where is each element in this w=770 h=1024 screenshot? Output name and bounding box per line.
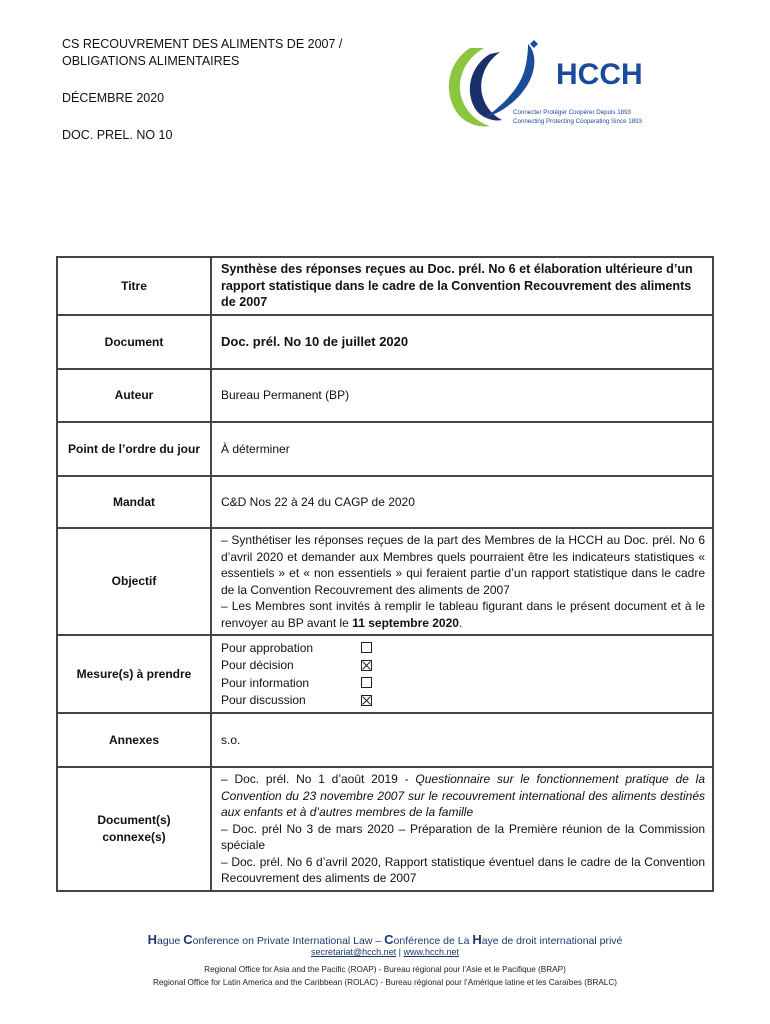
mesure-information <box>221 674 705 692</box>
label-mandat: Mandat <box>57 476 211 528</box>
footer-rolac: Regional Office for Latin America and the Caribbean (ROLAC) - Bureau régional pour l’Amérique latine et les Caraïbes (BRALC) <box>152 978 618 987</box>
row-objectif <box>57 528 713 635</box>
header-date: DÉCEMBRE 2020 <box>62 91 165 105</box>
row-mandat <box>57 476 713 528</box>
row-auteur <box>57 369 713 422</box>
mesure-discussion <box>221 692 705 710</box>
header-line2: OBLIGATIONS ALIMENTAIRES <box>62 54 240 68</box>
label-objectif: Objectif <box>57 528 211 635</box>
checkbox-approbation[interactable] <box>361 642 372 653</box>
connexe-item2: – Doc. prél No 3 de mars 2020 – Préparation de la Première réunion de la Commission spéciale <box>221 821 705 852</box>
objectif-deadline: 11 septembre 2020 <box>352 615 459 630</box>
label-annexes: Annexes <box>57 713 211 767</box>
value-mandat: C&D Nos 22 à 24 du CAGP de 2020 <box>211 476 713 528</box>
mesure-information-label: Pour information <box>221 675 310 690</box>
footer-text-2: onference on Private International Law – <box>192 935 385 947</box>
footer-roap: Regional Office for Asia and the Pacific (ROAP) - Bureau régional pour l’Asie et le Pacifique (BRAP) <box>204 965 566 974</box>
row-document <box>57 315 713 369</box>
footer-contact <box>0 947 770 957</box>
header-ref: DOC. PREL. NO 10 <box>62 128 173 142</box>
footer-cap-c2: C <box>384 932 394 947</box>
footer-text-4: aye de droit international privé <box>481 935 623 947</box>
footer-separator: | <box>396 947 404 957</box>
connexe-item1-ref: – Doc. prél. No 1 d’août 2019 - <box>221 772 416 786</box>
mesure-approbation <box>221 639 705 657</box>
header-line1: CS RECOUVREMENT DES ALIMENTS DE 2007 / <box>62 37 343 51</box>
label-connexes: Document(s) connexe(s) <box>57 767 211 891</box>
logo-brand: HCCH <box>556 58 643 91</box>
document-info-table <box>56 256 714 892</box>
footer-org-name <box>0 932 770 947</box>
value-titre: Synthèse des réponses reçues au Doc. prél. No 6 et élaboration ultérieure d’un rapport statistique dans le cadre de la Convention Recouvrement des aliments de 2007 <box>211 257 713 315</box>
label-titre: Titre <box>57 257 211 315</box>
value-connexes <box>211 767 713 891</box>
footer-text-3: onférence de La <box>393 935 473 947</box>
checkbox-discussion[interactable] <box>361 695 372 706</box>
footer-cap-h2: H <box>472 932 482 947</box>
row-annexes <box>57 713 713 767</box>
footer-website-link[interactable]: www.hcch.net <box>403 947 460 957</box>
checkbox-information[interactable] <box>361 677 372 688</box>
connexe-item1-title: Questionnaire sur le fonctionnement pratique de la Convention du 23 novembre 2007 sur le recouvrement international des aliments destinés aux enfants et à d’autres membres de la famille <box>221 772 705 819</box>
value-point: À déterminer <box>211 422 713 476</box>
mesure-discussion-label: Pour discussion <box>221 693 306 707</box>
checkbox-decision[interactable] <box>361 660 372 671</box>
logo-tagline-fr: Connecter Protéger Coopérer Depuis 1893 <box>513 109 631 116</box>
footer-cap-h1: H <box>147 932 157 947</box>
value-annexes: s.o. <box>211 713 713 767</box>
label-auteur: Auteur <box>57 369 211 422</box>
logo-tagline-en: Connecting Protecting Cooperating Since 1893 <box>513 118 642 125</box>
objectif-p1: – Synthétiser les réponses reçues de la part des Membres de la HCCH au Doc. prél. No 6 d’avril 2020 et demander aux Membres quels pourraient être les indicateurs statistiques « essentiels » et « non essentiels » qui feraient partie d’un rapport statistique dans le cadre de la Convention Recouvrement des aliments de 2007 <box>221 533 705 597</box>
hcch-logo <box>440 40 655 130</box>
objectif-p2-end: . <box>458 615 463 630</box>
objectif-p2-text: – Les Membres sont invités à remplir le tableau figurant dans le présent document et à le renvoyer au BP avant le <box>221 599 705 630</box>
connexe-item3: – Doc. prél. No 6 d’avril 2020, Rapport statistique éventuel dans le cadre de la Convention Recouvrement des aliments de 2007 <box>221 854 705 885</box>
row-mesures <box>57 635 713 713</box>
label-document: Document <box>57 315 211 369</box>
mesure-decision <box>221 657 705 675</box>
value-objectif <box>211 528 713 635</box>
mesure-approbation-label: Pour approbation <box>221 640 314 655</box>
value-document: Doc. prél. No 10 de juillet 2020 <box>211 315 713 369</box>
value-mesures <box>211 635 713 713</box>
connexe-item1 <box>221 771 705 821</box>
footer-email-link[interactable]: secretariat@hcch.net <box>310 947 397 957</box>
mesure-decision-label: Pour décision <box>221 658 294 672</box>
row-point <box>57 422 713 476</box>
label-point: Point de l’ordre du jour <box>57 422 211 476</box>
row-titre <box>57 257 713 315</box>
footer-text-1: ague <box>156 935 184 947</box>
footer-cap-c1: C <box>183 932 193 947</box>
value-auteur: Bureau Permanent (BP) <box>211 369 713 422</box>
document-header <box>62 36 342 144</box>
row-connexes <box>57 767 713 891</box>
objectif-p2 <box>221 598 705 631</box>
label-mesures: Mesure(s) à prendre <box>57 635 211 713</box>
